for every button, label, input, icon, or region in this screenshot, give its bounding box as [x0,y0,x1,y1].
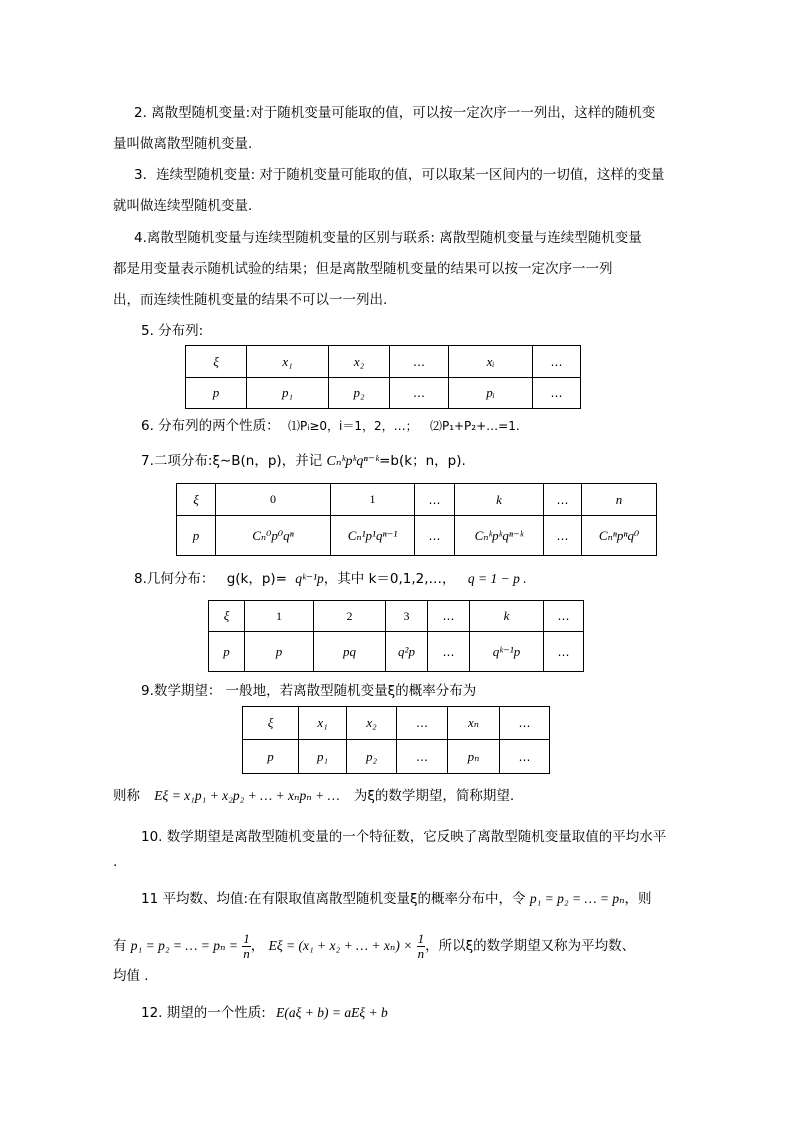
cell: x₁ [299,707,347,740]
s10-line1: 10. 数学期望是离散型随机变量的一个特征数，它反映了离散型随机变量取值的平均水平 [141,829,667,845]
cell: … [544,601,584,632]
s7-notation: ξ∼B(n，p)，并记 [212,453,323,469]
cell: 1 [331,484,415,516]
cell: 0 [216,484,331,516]
frac-den: n [243,945,250,961]
cell: x₂ [329,346,390,378]
s8-q-def: q = 1 − p . [467,571,527,586]
s11-line2: 有 p₁ = p₂ = … = pₙ = $\frac{1}{n}$ ， Eξ = (x₁ + x₂ + … + xₙ) × $\frac{1}{n}$ ，所以ξ的数学期望又称为平均数、 [113,930,636,961]
cell: Cₙ⁰p⁰qⁿ [216,516,331,556]
s2-line1: 2. 离散型随机变量:对于随机变量可能取的值，可以按一定次序一一列出，这样的随机变 [134,105,656,121]
s11-formula3: Eξ = (x₁ + x₂ + … + xₙ) × [268,938,413,953]
cell: … [428,601,470,632]
s8-label: 8.几何分布： [134,571,215,587]
frac-den: n [417,945,425,961]
s11-end: ，则 [624,891,652,907]
cell: ξ [209,601,245,632]
expectation-table [242,706,550,774]
cell: … [415,484,455,516]
cell: p₂ [347,740,397,774]
s9-line1: 9.数学期望： 一般地，若离散型随机变量ξ的概率分布为 [141,683,477,699]
cell: Cₙᵏpᵏqⁿ⁻ᵏ [455,516,544,556]
s5-heading: 5. 分布列: [141,323,204,339]
cell: … [397,707,448,740]
geometric-table [208,600,584,672]
cell: Cₙ¹p¹qⁿ⁻¹ [331,516,415,556]
s2-line2: 量叫做离散型随机变量. [113,136,253,152]
cell: … [544,632,584,672]
cell: … [533,346,581,378]
binomial-table [176,483,657,556]
cell: xₙ [448,707,500,740]
cell: p [243,740,299,774]
s6-line [141,416,520,436]
s8-where: ，其中 k＝0,1,2,…， [323,571,456,587]
s9-formula: Eξ = x₁p₁ + x₂p₂ + … + xₙpₙ + … [154,788,340,803]
s6-label: 6. 分布列的两个性质： [141,418,280,434]
cell: n [582,484,657,516]
cell: q²p [386,632,428,672]
cell: pₙ [448,740,500,774]
s7-line [141,451,466,472]
cell: ξ [186,346,247,378]
s11-line1 [141,889,652,909]
cell: p [177,516,216,556]
cell: 1 [245,601,314,632]
cell: xᵢ [449,346,533,378]
cell: Cₙⁿpⁿq⁰ [582,516,657,556]
s11-text: 11 平均数、均值:在有限取值离散型随机变量ξ的概率分布中，令 [141,891,526,907]
cell: … [500,740,550,774]
cell: p [186,378,247,409]
cell: … [500,707,550,740]
s12-formula: E(aξ + b) = aEξ + b [276,1005,388,1020]
cell: x₂ [347,707,397,740]
s6-prop1: ⑴Pᵢ≥0，i＝1，2，…； [287,419,418,433]
cell: pᵢ [449,378,533,409]
cell: p₂ [329,378,390,409]
s9-then: 则称 [113,788,140,804]
s3-line1: 3．连续型随机变量: 对于随机变量可能取的值，可以取某一区间内的一切值，这样的变量 [134,167,665,183]
frac-num: 1 [417,930,425,946]
cell: … [390,378,449,409]
cell: ξ [243,707,299,740]
cell: … [428,632,470,672]
s11-end2: ，所以ξ的数学期望又称为平均数、 [425,938,636,954]
cell: 3 [386,601,428,632]
cell: k [470,601,544,632]
cell: pq [314,632,386,672]
s8-formula: g(k，p)= [226,571,287,587]
cell: … [544,516,582,556]
cell: … [533,378,581,409]
distribution-table [185,345,581,409]
s8-line [134,569,527,589]
s12-line [141,1003,388,1023]
cell: p₁ [299,740,347,774]
s9-line2 [113,786,514,806]
fraction [242,932,251,961]
s10-line2: . [113,854,118,870]
s7-label: 7.二项分布: [141,453,213,469]
cell: … [415,516,455,556]
s4-line2: 都是用变量表示随机试验的结果；但是离散型随机变量的结果可以按一定次序一一列 [113,261,613,277]
cell: p [209,632,245,672]
s7-suffix: =b(k；n，p). [379,453,466,469]
frac-num: 1 [243,930,250,946]
cell: p [245,632,314,672]
cell: … [390,346,449,378]
cell: p₁ [247,378,329,409]
s9-suffix: 为ξ的数学期望，简称期望. [353,788,515,804]
s11-start: 有 [113,938,127,954]
s12-label: 12. 期望的一个性质: [141,1005,266,1021]
cell: … [544,484,582,516]
cell: qᵏ⁻¹p [470,632,544,672]
fraction [417,932,426,961]
s4-line1: 4.离散型随机变量与连续型随机变量的区别与联系: 离散型随机变量与连续型随机变量 [134,230,642,246]
s11-line3: 均值 . [113,968,149,984]
cell: k [455,484,544,516]
s3-line2: 就叫做连续型随机变量. [113,198,253,214]
cell: x₁ [247,346,329,378]
s8-expr: qᵏ⁻¹p [295,571,324,586]
s7-formula: Cₙᵏpᵏqⁿ⁻ᵏ [326,454,380,469]
s11-formula1: p₁ = p₂ = … = pₙ [529,891,625,906]
s6-prop2: ⑵P₁+P₂+…=1. [429,419,520,433]
s4-line3: 出，而连续性随机变量的结果不可以一一列出. [113,292,388,308]
cell: 2 [314,601,386,632]
s11-formula2: p₁ = p₂ = … = pₙ = [130,938,238,953]
cell: ξ [177,484,216,516]
cell: … [397,740,448,774]
